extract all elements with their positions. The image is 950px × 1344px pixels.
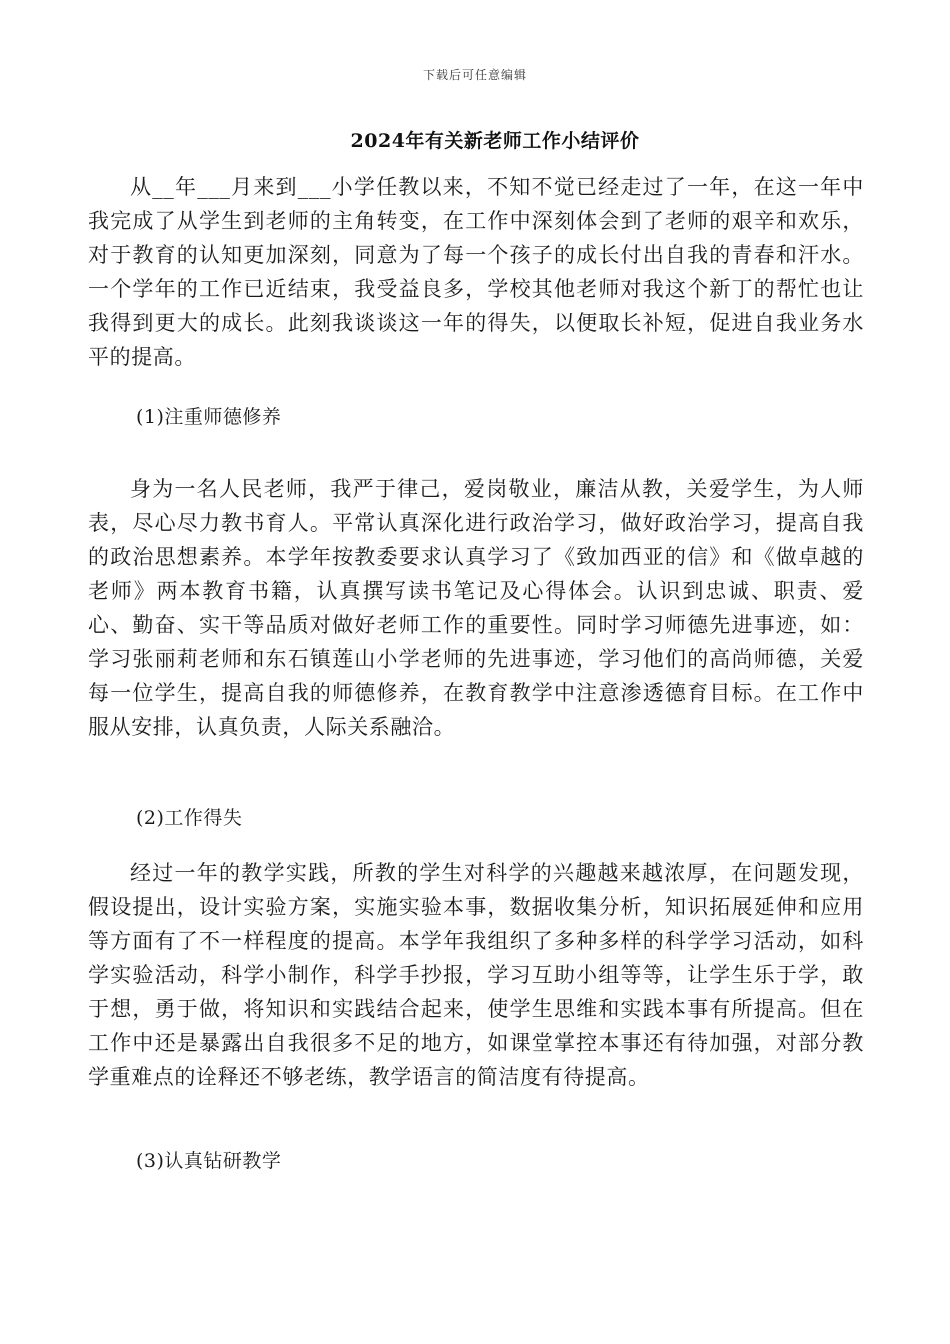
- paragraph-intro: 从__年___月来到___小学任教以来，不知不觉已经走过了一年，在这一年中我完成了从学生到老师的主角转变，在工作中深刻体会到了老师的艰辛和欢乐，对于教育的认知更加深刻，同意为了每一个孩子的成长付出自我的青春和汗水。一个学年的工作已近结束，我受益良多，学校其他老师对我这个新丁的帮忙也让我得到更大的成长。此刻我谈谈这一年的得失，以便取长补短，促进自我业务水平的提高。: [88, 175, 864, 369]
- section-heading-2: (2)工作得失: [136, 807, 243, 829]
- paragraph-gains-losses: 经过一年的教学实践，所教的学生对科学的兴趣越来越浓厚，在问题发现，假设提出，设计实验方案，实施实验本事，数据收集分析，知识拓展延伸和应用等方面有了不一样程度的提高。本学年我组织了多种多样的科学学习活动，如科学实验活动，科学小制作，科学手抄报，学习互助小组等等，让学生乐于学，敢于想，勇于做，将知识和实践结合起来，使学生思维和实践本事有所提高。但在工作中还是暴露出自我很多不足的地方，如课堂掌控本事还有待加强，对部分教学重难点的诠释还不够老练，教学语言的简洁度有待提高。: [88, 861, 864, 1089]
- paragraph-ethics: 身为一名人民老师，我严于律己，爱岗敬业，廉洁从教，关爱学生，为人师表，尽心尽力教书育人。平常认真深化进行政治学习，做好政治学习，提高自我的政治思想素养。本学年按教委要求认真学习了《致加西亚的信》和《做卓越的老师》两本教育书籍，认真撰写读书笔记及心得体会。认识到忠诚、职责、爱心、勤奋、实干等品质对做好老师工作的重要性。同时学习师德先进事迹，如：学习张丽莉老师和东石镇莲山小学老师的先进事迹，学习他们的高尚师德，关爱每一位学生，提高自我的师德修养，在教育教学中注意渗透德育目标。在工作中服从安排，认真负责，人际关系融洽。: [88, 477, 864, 739]
- header-note: 下载后可任意编辑: [422, 68, 527, 82]
- document-title: 2024年有关新老师工作小结评价: [350, 130, 640, 152]
- section-heading-1: (1)注重师德修养: [136, 406, 282, 428]
- section-heading-3: (3)认真钻研教学: [136, 1150, 282, 1172]
